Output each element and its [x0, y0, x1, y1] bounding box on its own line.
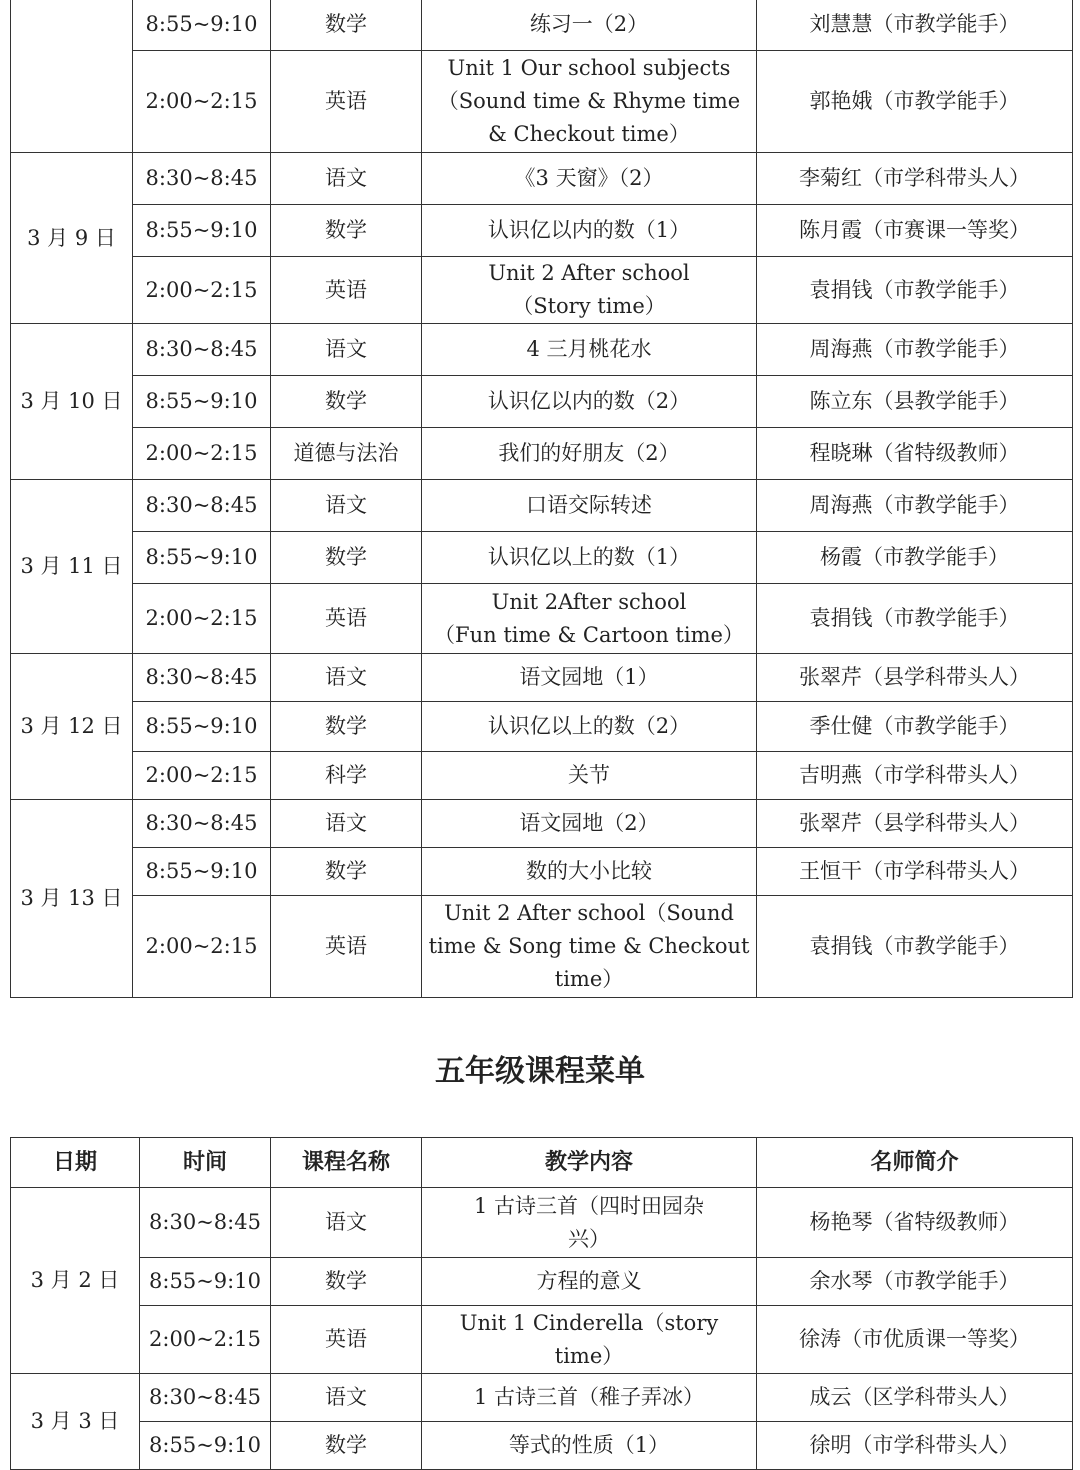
teacher-cell: 袁捐钱（市教学能手）: [757, 896, 1073, 998]
subject-cell: 数学: [271, 1422, 422, 1470]
subject-cell: 语文: [271, 654, 422, 702]
content-cell: Unit 2After school （Fun time & Cartoon time）: [422, 584, 757, 654]
teacher-cell: 吉明燕（市学科带头人）: [757, 752, 1073, 800]
content-cell: 认识亿以内的数（1）: [422, 205, 757, 257]
time-cell: 8:55~9:10: [140, 1258, 271, 1306]
date-cell: 3 月 3 日: [11, 1374, 140, 1470]
table-row: [11, 0, 1073, 51]
subject-cell: 道德与法治: [271, 428, 422, 480]
subject-cell: 英语: [271, 896, 422, 998]
content-cell: Unit 1 Cinderella（story time）: [422, 1306, 757, 1374]
time-cell: 8:30~8:45: [133, 153, 271, 205]
content-cell: 《3 天窗》（2）: [422, 153, 757, 205]
table-row: [11, 702, 1073, 752]
teacher-cell: 周海燕（市教学能手）: [757, 324, 1073, 376]
content-cell: 数的大小比较: [422, 848, 757, 896]
date-cell: 3 月 2 日: [11, 1188, 140, 1374]
table-row: [11, 1258, 1073, 1306]
teacher-cell: 王恒干（市学科带头人）: [757, 848, 1073, 896]
teacher-cell: 杨艳琴（省特级教师）: [757, 1188, 1073, 1258]
time-cell: 8:55~9:10: [140, 1422, 271, 1470]
time-cell: 2:00~2:15: [133, 428, 271, 480]
date-cell: 3 月 9 日: [11, 153, 133, 324]
date-cell: [11, 0, 133, 153]
time-cell: 8:55~9:10: [133, 532, 271, 584]
teacher-cell: 张翠芹（县学科带头人）: [757, 800, 1073, 848]
content-cell: 4 三月桃花水: [422, 324, 757, 376]
content-cell: 关节: [422, 752, 757, 800]
table-row: [11, 848, 1073, 896]
header-date: 日期: [11, 1138, 140, 1188]
content-cell: 方程的意义: [422, 1258, 757, 1306]
teacher-cell: 余水琴（市教学能手）: [757, 1258, 1073, 1306]
subject-cell: 英语: [271, 51, 422, 153]
subject-cell: 语文: [271, 480, 422, 532]
teacher-cell: 杨霞（市教学能手）: [757, 532, 1073, 584]
subject-cell: 语文: [271, 324, 422, 376]
header-course: 课程名称: [271, 1138, 422, 1188]
subject-cell: 语文: [271, 1188, 422, 1258]
subject-cell: 英语: [271, 584, 422, 654]
subject-cell: 语文: [271, 153, 422, 205]
table-row: [11, 1374, 1073, 1422]
content-cell: 1 古诗三首（四时田园杂 兴）: [422, 1188, 757, 1258]
header-teacher: 名师简介: [757, 1138, 1073, 1188]
table-row: [11, 654, 1073, 702]
header-time: 时间: [140, 1138, 271, 1188]
table-row: [11, 532, 1073, 584]
subject-cell: 数学: [271, 205, 422, 257]
grade5-section-title: 五年级课程菜单: [435, 1054, 645, 1089]
date-cell: 3 月 10 日: [11, 324, 133, 480]
content-cell: 练习一（2）: [422, 0, 757, 51]
time-cell: 8:55~9:10: [133, 205, 271, 257]
table-row: [11, 205, 1073, 257]
table-row: [11, 1422, 1073, 1470]
content-cell: 口语交际转述: [422, 480, 757, 532]
time-cell: 8:30~8:45: [133, 480, 271, 532]
date-cell: 3 月 13 日: [11, 800, 133, 998]
content-cell: 语文园地（2）: [422, 800, 757, 848]
table-row: [11, 153, 1073, 205]
time-cell: 8:30~8:45: [133, 324, 271, 376]
header-content: 教学内容: [422, 1138, 757, 1188]
content-cell: Unit 2 After school （Story time）: [422, 257, 757, 324]
teacher-cell: 陈立东（县教学能手）: [757, 376, 1073, 428]
table-row: [11, 752, 1073, 800]
content-cell: 认识亿以上的数（2）: [422, 702, 757, 752]
time-cell: 2:00~2:15: [140, 1306, 271, 1374]
table-row: [11, 584, 1073, 654]
table-row: [11, 257, 1073, 324]
time-cell: 8:55~9:10: [133, 376, 271, 428]
teacher-cell: 张翠芹（县学科带头人）: [757, 654, 1073, 702]
content-cell: 等式的性质（1）: [422, 1422, 757, 1470]
teacher-cell: 袁捐钱（市教学能手）: [757, 257, 1073, 324]
teacher-cell: 成云（区学科带头人）: [757, 1374, 1073, 1422]
time-cell: 2:00~2:15: [133, 51, 271, 153]
grade4-schedule-table: [10, 0, 1073, 998]
time-cell: 2:00~2:15: [133, 752, 271, 800]
table-row: [11, 428, 1073, 480]
content-cell: 1 古诗三首（稚子弄冰）: [422, 1374, 757, 1422]
content-cell: 我们的好朋友（2）: [422, 428, 757, 480]
table-row: [11, 896, 1073, 998]
teacher-cell: 季仕健（市教学能手）: [757, 702, 1073, 752]
subject-cell: 数学: [271, 702, 422, 752]
content-cell: Unit 2 After school（Sound time & Song time & Checkout time）: [422, 896, 757, 998]
time-cell: 2:00~2:15: [133, 896, 271, 998]
time-cell: 8:55~9:10: [133, 702, 271, 752]
teacher-cell: 袁捐钱（市教学能手）: [757, 584, 1073, 654]
time-cell: 8:30~8:45: [140, 1188, 271, 1258]
subject-cell: 数学: [271, 376, 422, 428]
teacher-cell: 李菊红（市学科带头人）: [757, 153, 1073, 205]
grade5-table-header: [11, 1138, 1073, 1188]
time-cell: 2:00~2:15: [133, 257, 271, 324]
table-row: [11, 480, 1073, 532]
teacher-cell: 刘慧慧（市教学能手）: [757, 0, 1073, 51]
content-cell: 认识亿以内的数（2）: [422, 376, 757, 428]
subject-cell: 数学: [271, 532, 422, 584]
time-cell: 2:00~2:15: [133, 584, 271, 654]
table-row: [11, 800, 1073, 848]
grade5-schedule-body: [11, 1188, 1073, 1470]
time-cell: 8:55~9:10: [133, 0, 271, 51]
subject-cell: 科学: [271, 752, 422, 800]
time-cell: 8:30~8:45: [133, 800, 271, 848]
content-cell: 认识亿以上的数（1）: [422, 532, 757, 584]
table-row: [11, 1188, 1073, 1258]
table-row: [11, 376, 1073, 428]
time-cell: 8:30~8:45: [140, 1374, 271, 1422]
teacher-cell: 徐明（市学科带头人）: [757, 1422, 1073, 1470]
teacher-cell: 陈月霞（市赛课一等奖）: [757, 205, 1073, 257]
teacher-cell: 程晓琳（省特级教师）: [757, 428, 1073, 480]
subject-cell: 英语: [271, 257, 422, 324]
subject-cell: 语文: [271, 1374, 422, 1422]
table-row: [11, 51, 1073, 153]
date-cell: 3 月 11 日: [11, 480, 133, 654]
table-row: [11, 1306, 1073, 1374]
teacher-cell: 郭艳娥（市教学能手）: [757, 51, 1073, 153]
grade5-schedule-table: [10, 1137, 1073, 1470]
date-cell: 3 月 12 日: [11, 654, 133, 800]
content-cell: 语文园地（1）: [422, 654, 757, 702]
teacher-cell: 周海燕（市教学能手）: [757, 480, 1073, 532]
table-row: [11, 324, 1073, 376]
subject-cell: 数学: [271, 0, 422, 51]
time-cell: 8:55~9:10: [133, 848, 271, 896]
grade4-schedule-body: [11, 0, 1073, 998]
content-cell: Unit 1 Our school subjects （Sound time & Rhyme time & Checkout time）: [422, 51, 757, 153]
subject-cell: 英语: [271, 1306, 422, 1374]
subject-cell: 数学: [271, 848, 422, 896]
subject-cell: 语文: [271, 800, 422, 848]
teacher-cell: 徐涛（市优质课一等奖）: [757, 1306, 1073, 1374]
time-cell: 8:30~8:45: [133, 654, 271, 702]
subject-cell: 数学: [271, 1258, 422, 1306]
